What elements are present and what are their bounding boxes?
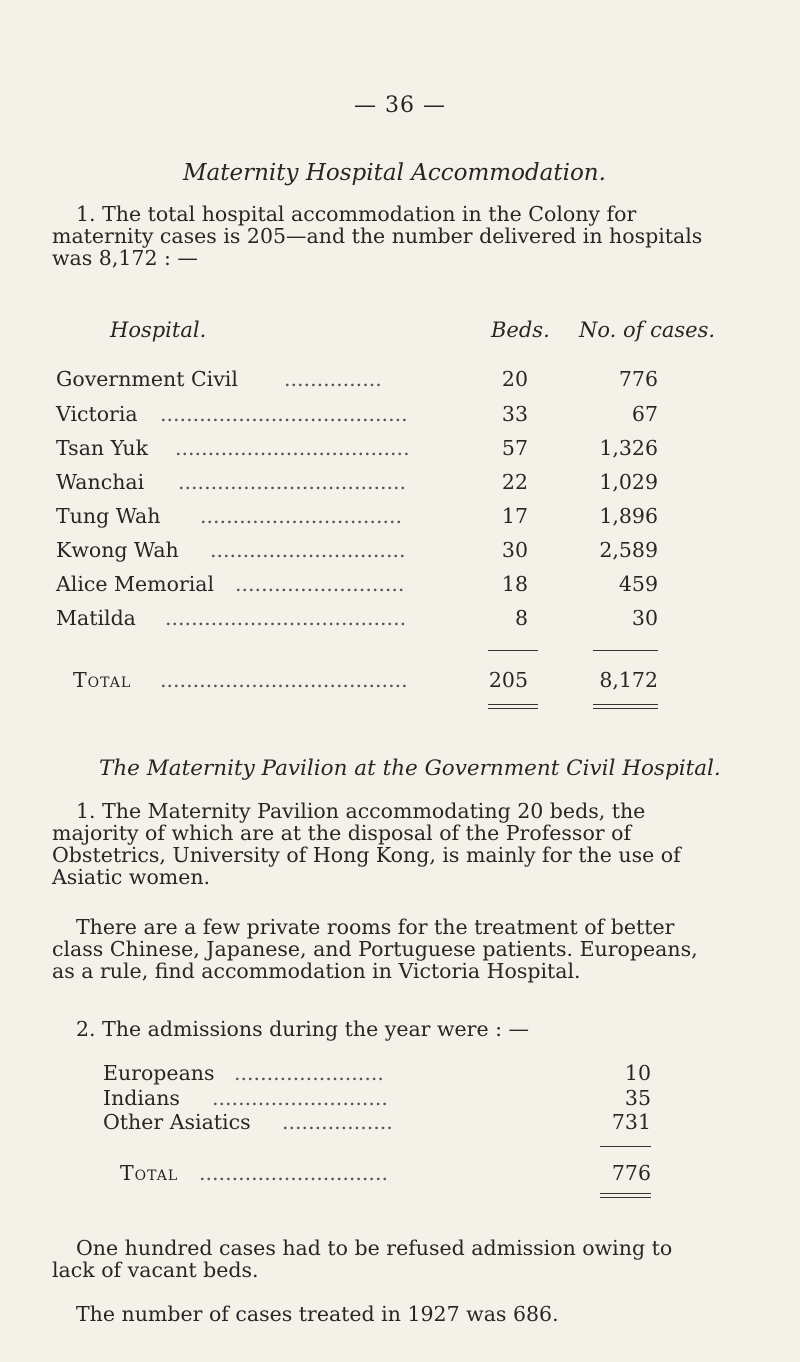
section-heading-maternity-pavilion: The Maternity Pavilion at the Government Civil Hospital.	[99, 756, 721, 781]
beds-value: 22	[501, 470, 528, 494]
dot-leader: .....................................	[165, 606, 407, 630]
dot-leader: ..........................	[235, 572, 405, 596]
total-double-rule-admissions	[600, 1197, 651, 1198]
column-header-cases: No. of cases.	[579, 318, 716, 342]
admission-label: Indians	[103, 1086, 180, 1110]
cases-treated-1927: The number of cases treated in 1927 was 686.	[76, 1302, 559, 1326]
beds-value: 20	[501, 367, 528, 391]
column-header-beds: Beds.	[491, 318, 550, 342]
admissions-intro: 2. The admissions during the year were : —	[76, 1017, 530, 1041]
dot-leader: ..............................	[210, 538, 406, 562]
private-rooms-line-3: as a rule, find accommodation in Victoria Hospital.	[52, 959, 581, 983]
beds-value: 8	[514, 606, 528, 630]
hospital-name: Wanchai	[56, 470, 145, 494]
total-double-rule-beds	[488, 708, 538, 709]
total-double-rule-cases	[593, 704, 658, 705]
admission-value: 35	[624, 1086, 651, 1110]
cases-value: 776	[618, 367, 658, 391]
admission-label: Other Asiatics	[103, 1110, 251, 1134]
hospital-name: Government Civil	[56, 367, 238, 391]
beds-value: 57	[501, 436, 528, 460]
page-number: — 36 —	[354, 93, 446, 118]
admission-value: 731	[611, 1110, 651, 1134]
intro-line-2: maternity cases is 205—and the number delivered in hospitals	[52, 224, 703, 248]
cases-value: 67	[631, 402, 658, 426]
cases-value: 1,326	[599, 436, 658, 460]
section-heading-maternity-accommodation: Maternity Hospital Accommodation.	[183, 160, 606, 186]
beds-value: 33	[501, 402, 528, 426]
hospital-name: Tsan Yuk	[56, 436, 149, 460]
cases-value: 459	[618, 572, 658, 596]
hospital-name: Matilda	[56, 606, 136, 630]
dot-leader: ......................................	[160, 402, 408, 426]
admission-label: Europeans	[103, 1061, 215, 1085]
dot-leader: ....................................	[175, 436, 410, 460]
beds-value: 17	[501, 504, 528, 528]
dot-leader: .................	[282, 1110, 393, 1134]
pavilion-para-line-3: Obstetrics, University of Hong Kong, is mainly for the use of	[52, 843, 681, 867]
private-rooms-line-2: class Chinese, Japanese, and Portuguese patients. Europeans,	[52, 937, 698, 961]
subtotal-rule-admissions	[600, 1146, 651, 1147]
dot-leader: ...................................	[178, 470, 407, 494]
admissions-total-label: Total	[120, 1161, 179, 1185]
total-label: Total	[73, 668, 132, 692]
total-double-rule-admissions	[600, 1193, 651, 1194]
pavilion-para-line-2: majority of which are at the disposal of the Professor of	[52, 821, 632, 845]
intro-line-3: was 8,172 : —	[52, 246, 198, 270]
hospital-name: Victoria	[56, 402, 138, 426]
dot-leader: .......................	[234, 1061, 384, 1085]
total-beds: 205	[488, 668, 528, 692]
cases-value: 2,589	[599, 538, 658, 562]
pavilion-para-line-4: Asiatic women.	[52, 865, 211, 889]
beds-value: 30	[501, 538, 528, 562]
hospital-name: Alice Memorial	[56, 572, 215, 596]
intro-line-1: 1. The total hospital accommodation in the Colony for	[76, 202, 637, 226]
admissions-total-value: 776	[611, 1161, 651, 1185]
dot-leader: ...............	[284, 367, 382, 391]
dot-leader: ......................................	[160, 668, 408, 692]
column-header-hospital: Hospital.	[110, 318, 207, 342]
cases-value: 30	[631, 606, 658, 630]
total-double-rule-beds	[488, 704, 538, 705]
hospital-name: Kwong Wah	[56, 538, 179, 562]
admission-value: 10	[624, 1061, 651, 1085]
private-rooms-line-1: There are a few private rooms for the treatment of better	[76, 915, 675, 939]
cases-value: 1,896	[599, 504, 658, 528]
beds-value: 18	[501, 572, 528, 596]
dot-leader: .............................	[199, 1161, 388, 1185]
dot-leader: ...............................	[200, 504, 403, 528]
total-double-rule-cases	[593, 708, 658, 709]
subtotal-rule-cases	[593, 650, 658, 651]
refused-admission-line-2: lack of vacant beds.	[52, 1258, 259, 1282]
pavilion-para-line-1: 1. The Maternity Pavilion accommodating 20 beds, the	[76, 799, 646, 823]
cases-value: 1,029	[599, 470, 658, 494]
subtotal-rule-beds	[488, 650, 538, 651]
refused-admission-line-1: One hundred cases had to be refused admission owing to	[76, 1236, 673, 1260]
total-cases: 8,172	[599, 668, 658, 692]
hospital-name: Tung Wah	[56, 504, 161, 528]
dot-leader: ...........................	[212, 1086, 388, 1110]
